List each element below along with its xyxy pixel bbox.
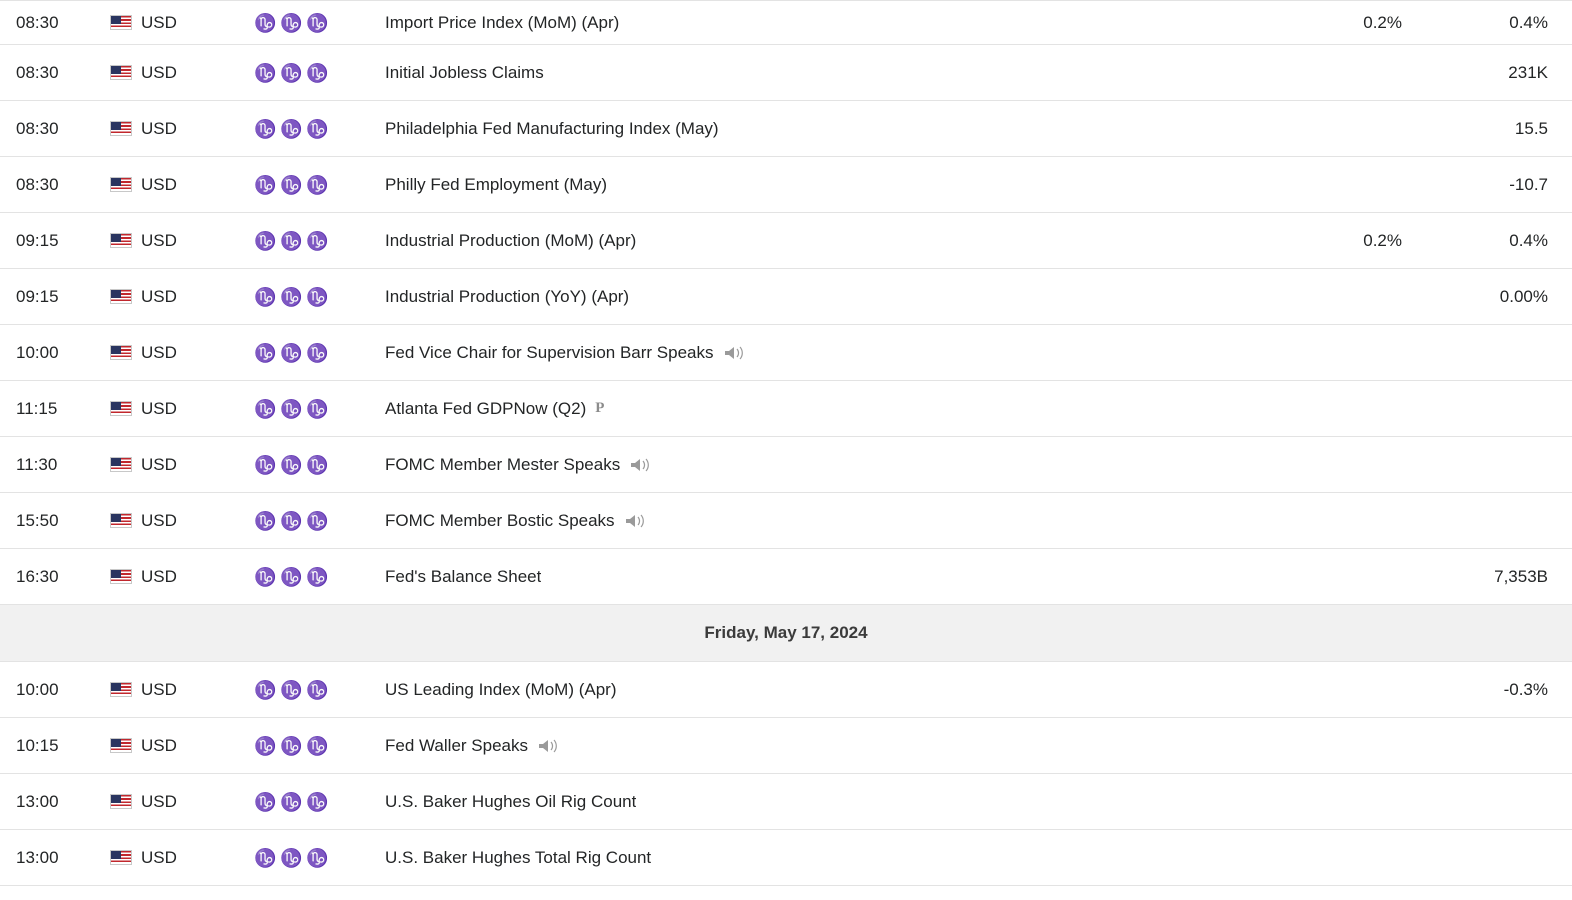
event-currency	[110, 287, 250, 307]
event-currency	[110, 567, 250, 587]
event-name-cell[interactable]	[385, 736, 1262, 756]
currency-label: USD	[141, 12, 177, 32]
importance-rating[interactable]	[250, 399, 385, 419]
bull-importance-icon: ♑	[280, 454, 303, 475]
event-name-cell[interactable]	[385, 399, 1262, 419]
table-row[interactable]	[0, 269, 1572, 325]
event-forecast: 0.4%	[1509, 12, 1548, 32]
flag-canton	[111, 683, 121, 691]
bull-importance-icon: ♑	[280, 230, 303, 251]
event-time: 08:30	[16, 62, 59, 82]
event-forecast: 0.4%	[1509, 230, 1548, 250]
event-time: 08:30	[16, 174, 59, 194]
event-name: Atlanta Fed GDPNow (Q2)	[385, 398, 587, 418]
bull-importance-icon: ♑	[254, 398, 277, 419]
event-name: Philly Fed Employment (May)	[385, 174, 608, 194]
bull-importance-icon: ♑	[306, 566, 329, 587]
event-name-cell[interactable]	[385, 119, 1262, 139]
us-flag-icon	[110, 794, 132, 809]
event-name-cell[interactable]	[385, 343, 1262, 363]
table-row[interactable]	[0, 157, 1572, 213]
importance-rating[interactable]	[250, 736, 385, 756]
event-name: Fed Waller Speaks	[385, 735, 528, 755]
event-time: 08:30	[16, 118, 59, 138]
event-forecast: 7,353B	[1494, 566, 1548, 586]
event-time: 11:30	[16, 454, 58, 474]
bull-importance-icon: ♑	[254, 62, 277, 83]
bull-importance-icon: ♑	[306, 679, 329, 700]
bull-importance-icon: ♑	[306, 12, 329, 33]
bull-importance-icon: ♑	[306, 847, 329, 868]
bull-importance-icon: ♑	[254, 566, 277, 587]
us-flag-icon	[110, 65, 132, 80]
event-actual: 0.2%	[1363, 12, 1402, 32]
event-name: Philadelphia Fed Manufacturing Index (May)	[385, 118, 719, 138]
table-row[interactable]	[0, 325, 1572, 381]
speaker-icon	[624, 513, 648, 529]
bull-importance-icon: ♑	[280, 118, 303, 139]
event-forecast: 15.5	[1514, 118, 1548, 138]
event-name-cell[interactable]	[385, 13, 1262, 33]
importance-rating[interactable]	[250, 119, 385, 139]
table-row[interactable]	[0, 830, 1572, 886]
bull-importance-icon: ♑	[254, 286, 277, 307]
event-name-cell[interactable]	[385, 231, 1262, 251]
table-row[interactable]	[0, 662, 1572, 718]
currency-label: USD	[141, 735, 177, 755]
event-name: Fed Vice Chair for Supervision Barr Speaks	[385, 342, 714, 362]
event-currency	[110, 231, 250, 251]
flag-canton	[111, 458, 121, 466]
event-name: U.S. Baker Hughes Oil Rig Count	[385, 791, 637, 811]
event-currency	[110, 119, 250, 139]
importance-rating[interactable]	[250, 680, 385, 700]
bull-importance-icon: ♑	[280, 791, 303, 812]
preliminary-icon: P	[595, 400, 605, 416]
currency-label: USD	[141, 510, 177, 530]
event-name-cell[interactable]	[385, 680, 1262, 700]
currency-label: USD	[141, 791, 177, 811]
event-forecast: -10.7	[1509, 174, 1548, 194]
event-currency	[110, 680, 250, 700]
event-name-cell[interactable]	[385, 567, 1262, 587]
bull-importance-icon: ♑	[280, 847, 303, 868]
currency-label: USD	[141, 679, 177, 699]
table-row[interactable]	[0, 381, 1572, 437]
event-currency	[110, 343, 250, 363]
us-flag-icon	[110, 177, 132, 192]
event-name: Industrial Production (MoM) (Apr)	[385, 230, 637, 250]
bull-importance-icon: ♑	[280, 342, 303, 363]
us-flag-icon	[110, 457, 132, 472]
event-name-cell[interactable]	[385, 287, 1262, 307]
bull-importance-icon: ♑	[254, 791, 277, 812]
event-time: 11:15	[16, 398, 58, 418]
speaker-icon	[723, 345, 747, 361]
event-name: U.S. Baker Hughes Total Rig Count	[385, 847, 652, 867]
bull-importance-icon: ♑	[280, 174, 303, 195]
event-currency	[110, 455, 250, 475]
event-currency	[110, 175, 250, 195]
table-row[interactable]	[0, 774, 1572, 830]
currency-label: USD	[141, 398, 177, 418]
bull-importance-icon: ♑	[254, 342, 277, 363]
currency-label: USD	[141, 342, 177, 362]
event-currency	[110, 13, 250, 33]
currency-label: USD	[141, 286, 177, 306]
event-currency	[110, 399, 250, 419]
event-name: FOMC Member Mester Speaks	[385, 454, 621, 474]
flag-canton	[111, 402, 121, 410]
event-time: 09:15	[16, 230, 59, 250]
table-row[interactable]	[0, 45, 1572, 101]
event-time: 10:15	[16, 735, 59, 755]
us-flag-icon	[110, 513, 132, 528]
us-flag-icon	[110, 233, 132, 248]
bull-importance-icon: ♑	[280, 398, 303, 419]
bull-importance-icon: ♑	[254, 454, 277, 475]
bull-importance-icon: ♑	[280, 510, 303, 531]
flag-canton	[111, 570, 121, 578]
bull-importance-icon: ♑	[306, 118, 329, 139]
flag-canton	[111, 290, 121, 298]
currency-label: USD	[141, 847, 177, 867]
event-name: Industrial Production (YoY) (Apr)	[385, 286, 630, 306]
table-row[interactable]	[0, 493, 1572, 549]
event-name: Fed's Balance Sheet	[385, 566, 542, 586]
event-name-cell[interactable]	[385, 848, 1262, 868]
event-name: FOMC Member Bostic Speaks	[385, 510, 615, 530]
importance-rating[interactable]	[250, 175, 385, 195]
importance-rating[interactable]	[250, 13, 385, 33]
bull-importance-icon: ♑	[306, 454, 329, 475]
event-currency	[110, 848, 250, 868]
flag-canton	[111, 795, 121, 803]
table-row[interactable]	[0, 101, 1572, 157]
bull-importance-icon: ♑	[306, 174, 329, 195]
us-flag-icon	[110, 15, 132, 30]
event-name-cell[interactable]	[385, 455, 1262, 475]
bull-importance-icon: ♑	[254, 230, 277, 251]
currency-label: USD	[141, 62, 177, 82]
bull-importance-icon: ♑	[306, 791, 329, 812]
event-time: 13:00	[16, 847, 59, 867]
us-flag-icon	[110, 682, 132, 697]
event-time: 15:50	[16, 510, 59, 530]
bull-importance-icon: ♑	[254, 118, 277, 139]
table-row[interactable]	[0, 549, 1572, 605]
speaker-icon	[537, 738, 561, 754]
us-flag-icon	[110, 738, 132, 753]
importance-rating[interactable]	[250, 848, 385, 868]
currency-label: USD	[141, 230, 177, 250]
event-name-cell[interactable]	[385, 792, 1262, 812]
us-flag-icon	[110, 401, 132, 416]
event-name: US Leading Index (MoM) (Apr)	[385, 679, 617, 699]
event-name-cell[interactable]	[385, 175, 1262, 195]
flag-canton	[111, 122, 121, 130]
importance-rating[interactable]	[250, 455, 385, 475]
event-name-cell[interactable]	[385, 63, 1262, 83]
bull-importance-icon: ♑	[306, 398, 329, 419]
event-forecast: 0.00%	[1499, 286, 1548, 306]
us-flag-icon	[110, 121, 132, 136]
importance-rating[interactable]	[250, 511, 385, 531]
event-actual: 0.2%	[1363, 230, 1402, 250]
bull-importance-icon: ♑	[254, 847, 277, 868]
bull-importance-icon: ♑	[254, 12, 277, 33]
importance-rating[interactable]	[250, 231, 385, 251]
table-row[interactable]	[0, 718, 1572, 774]
event-currency	[110, 63, 250, 83]
bull-importance-icon: ♑	[254, 679, 277, 700]
event-time: 13:00	[16, 791, 59, 811]
event-time: 10:00	[16, 679, 59, 699]
bull-importance-icon: ♑	[280, 12, 303, 33]
currency-label: USD	[141, 566, 177, 586]
currency-label: USD	[141, 174, 177, 194]
bull-importance-icon: ♑	[306, 342, 329, 363]
event-time: 10:00	[16, 342, 59, 362]
bull-importance-icon: ♑	[254, 174, 277, 195]
event-time: 09:15	[16, 286, 59, 306]
bull-importance-icon: ♑	[280, 566, 303, 587]
bull-importance-icon: ♑	[280, 679, 303, 700]
importance-rating[interactable]	[250, 63, 385, 83]
event-forecast: -0.3%	[1503, 679, 1548, 699]
flag-canton	[111, 851, 121, 859]
currency-label: USD	[141, 118, 177, 138]
event-currency	[110, 511, 250, 531]
speaker-icon	[629, 457, 653, 473]
bull-importance-icon: ♑	[306, 62, 329, 83]
flag-canton	[111, 16, 121, 24]
us-flag-icon	[110, 850, 132, 865]
bull-importance-icon: ♑	[280, 286, 303, 307]
event-name: Import Price Index (MoM) (Apr)	[385, 12, 620, 32]
bull-importance-icon: ♑	[280, 62, 303, 83]
bull-importance-icon: ♑	[306, 286, 329, 307]
bull-importance-icon: ♑	[280, 735, 303, 756]
bull-importance-icon: ♑	[306, 510, 329, 531]
us-flag-icon	[110, 289, 132, 304]
bull-importance-icon: ♑	[254, 510, 277, 531]
event-forecast: 231K	[1508, 62, 1548, 82]
importance-rating[interactable]	[250, 287, 385, 307]
event-time: 08:30	[16, 12, 59, 32]
event-time: 16:30	[16, 566, 59, 586]
bull-importance-icon: ♑	[254, 735, 277, 756]
event-name-cell[interactable]	[385, 511, 1262, 531]
table-row[interactable]	[0, 0, 1572, 45]
bull-importance-icon: ♑	[306, 230, 329, 251]
importance-rating[interactable]	[250, 792, 385, 812]
event-currency	[110, 736, 250, 756]
flag-canton	[111, 514, 121, 522]
flag-canton	[111, 66, 121, 74]
flag-canton	[111, 346, 121, 354]
us-flag-icon	[110, 569, 132, 584]
flag-canton	[111, 234, 121, 242]
event-currency	[110, 792, 250, 812]
importance-rating[interactable]	[250, 343, 385, 363]
flag-canton	[111, 739, 121, 747]
day-header: Friday, May 17, 2024	[0, 605, 1572, 662]
event-name: Initial Jobless Claims	[385, 62, 544, 82]
us-flag-icon	[110, 345, 132, 360]
importance-rating[interactable]	[250, 567, 385, 587]
bull-importance-icon: ♑	[306, 735, 329, 756]
currency-label: USD	[141, 454, 177, 474]
table-row[interactable]	[0, 437, 1572, 493]
table-row[interactable]	[0, 213, 1572, 269]
flag-canton	[111, 178, 121, 186]
